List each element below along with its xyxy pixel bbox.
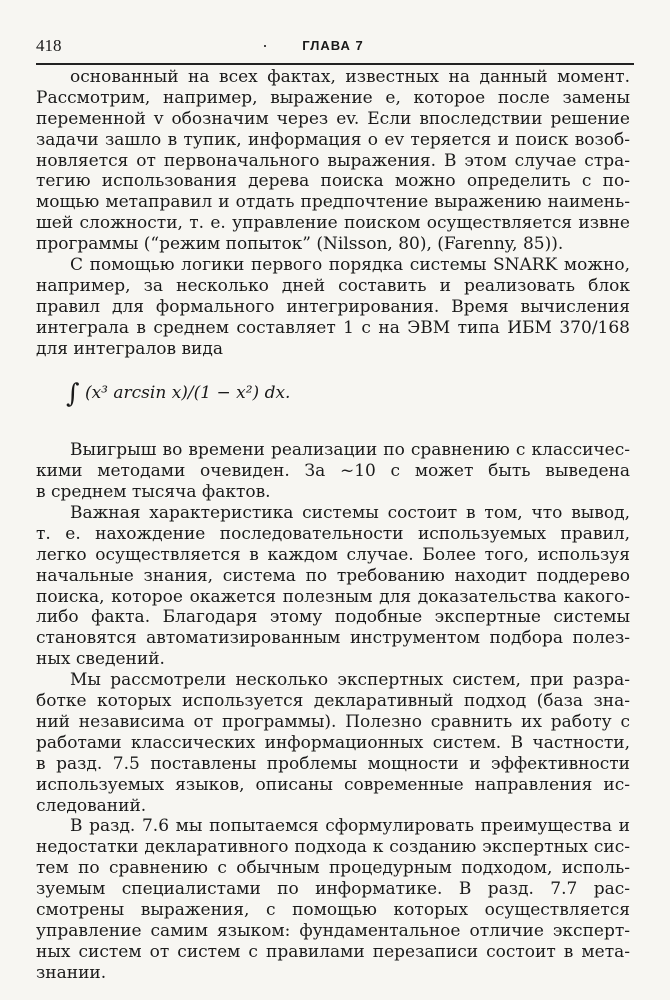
text-line: в разд. 7.5 поставлены проблемы мощности и эффективности xyxy=(36,753,630,774)
integral-expression: (x³ arcsin x)/(1 − x²) dx. xyxy=(84,383,291,404)
text-line: управление самим языком: фундаментальное отличие эксперт- xyxy=(36,920,630,941)
text-line: тем по сравнению с обычным процедурным подходом, исполь- xyxy=(36,858,630,879)
integral-formula xyxy=(36,379,630,410)
paragraph xyxy=(36,67,630,255)
text-line: т. е. нахождение последовательности используемых правил, xyxy=(36,523,630,544)
text-line: ных сведений. xyxy=(36,649,165,670)
page-body xyxy=(36,67,630,984)
text-line: Выигрыш во времени реализации по сравнению с классичес- xyxy=(70,440,630,461)
text-line: работами классических информационных систем. В частности, xyxy=(36,732,630,753)
running-head: ГЛАВА 7 xyxy=(302,38,364,53)
text-line: знании. xyxy=(36,962,107,983)
text-line: для интегралов вида xyxy=(36,338,223,359)
page-number: 418 xyxy=(36,36,62,55)
text-line: легко осуществляется в каждом случае. Более того, используя xyxy=(36,544,630,565)
text-line: программы (“режим попыток” (Nilsson, 80), (Farenny, 85)). xyxy=(36,234,564,255)
paragraph xyxy=(36,255,630,359)
text-line: либо факта. Благодаря этому подобные экспертные системы xyxy=(36,607,630,628)
page-header xyxy=(36,36,630,60)
text-line: С помощью логики первого порядка системы SNARK можно, xyxy=(70,255,630,276)
text-line: основанный на всех фактах, известных на данный момент. xyxy=(70,67,630,87)
paragraphs-after-formula xyxy=(36,440,630,983)
paragraph xyxy=(36,816,630,983)
text-line: смотрены выражения, с помощью которых осуществляется xyxy=(36,899,630,920)
text-line: переменной v обозначим через ev. Если впоследствии решение xyxy=(36,108,630,129)
text-line: поиска, которое окажется полезным для доказательства какого- xyxy=(36,586,630,607)
text-line: ботке которых используется декларативный подход (база зна- xyxy=(36,691,630,712)
text-line: становятся автоматизированным инструментом подбора полез- xyxy=(36,628,630,649)
text-line: ний независима от программы). Полезно сравнить их работу с xyxy=(36,711,630,732)
text-line: например, за несколько дней составить и реализовать блок xyxy=(36,275,630,296)
text-line: кими методами очевиден. За ~10 с может быть выведена xyxy=(36,461,630,482)
header-rule xyxy=(36,63,634,65)
text-line: в среднем тысяча фактов. xyxy=(36,482,271,503)
text-line: интеграла в среднем составляет 1 с на ЭВМ типа ИБМ 370/168 xyxy=(36,317,630,338)
text-line: начальные знания, система по требованию находит поддерево xyxy=(36,565,630,586)
text-line: Рассмотрим, например, выражение e, которое после замены xyxy=(36,87,630,108)
paragraph xyxy=(36,670,630,816)
text-line: зуемым специалистами по информатике. В разд. 7.7 рас- xyxy=(36,879,630,900)
integral-sign: ∫ xyxy=(66,379,80,410)
paragraphs-before-formula xyxy=(36,67,630,359)
paragraph xyxy=(36,440,630,503)
text-line: недостатки декларативного подхода к созданию экспертных сис- xyxy=(36,837,630,858)
text-line: используемых языков, описаны современные направления ис- xyxy=(36,774,630,795)
text-line: В разд. 7.6 мы попытаемся сформулировать преимущества и xyxy=(70,816,630,837)
text-line: тегию использования дерева поиска можно определить с по- xyxy=(36,171,630,192)
text-line: следований. xyxy=(36,795,147,816)
text-line: Важная характеристика системы состоит в том, что вывод, xyxy=(70,503,630,524)
text-line: Мы рассмотрели несколько экспертных систем, при разра- xyxy=(70,670,630,691)
text-line: правил для формального интегрирования. Время вычисления xyxy=(36,296,630,317)
paragraph xyxy=(36,503,630,670)
text-line: задачи зашло в тупик, информация о ev теряется и поиск возоб- xyxy=(36,129,630,150)
text-line: ных систем от систем с правилами перезаписи состоит в мета- xyxy=(36,941,630,962)
text-line: новляется от первоначального выражения. В этом случае стра- xyxy=(36,150,630,171)
text-line: шей сложности, т. е. управление поиском осуществляется извне xyxy=(36,213,630,234)
text-line: мощью метаправил и отдать предпочтение выражению наимень- xyxy=(36,192,630,213)
